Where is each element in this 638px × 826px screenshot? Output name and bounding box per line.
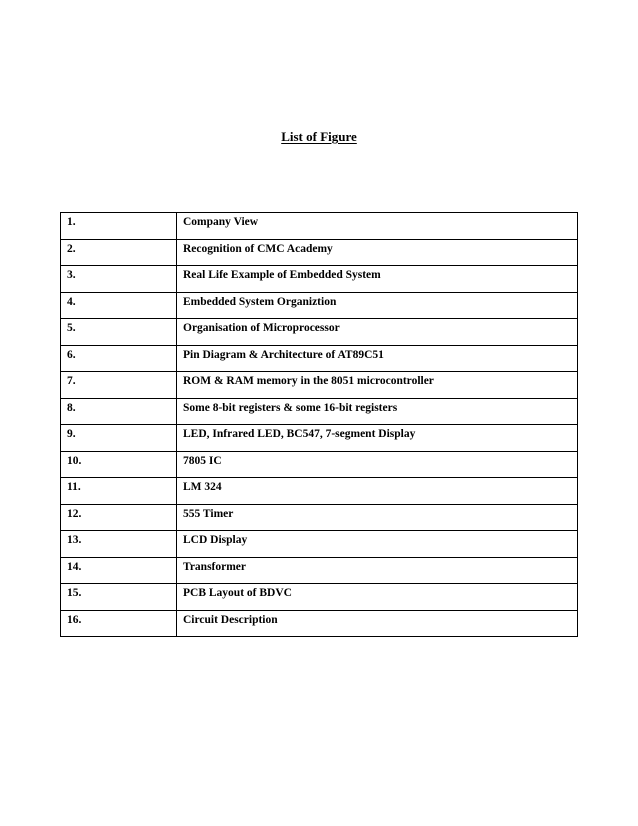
figure-number: 7. — [67, 375, 76, 387]
figure-title-cell — [177, 610, 578, 637]
figure-number-cell — [61, 584, 177, 611]
figure-title: Organisation of Microprocessor — [183, 322, 340, 334]
figure-number-cell — [61, 372, 177, 399]
table-row — [61, 372, 578, 399]
figure-number: 2. — [67, 242, 76, 255]
figure-number: 5. — [67, 322, 76, 334]
figure-number-cell — [61, 345, 177, 372]
figure-number: 13. — [67, 534, 82, 546]
figure-title-cell — [177, 504, 578, 531]
figure-title: PCB Layout of BDVC — [183, 587, 292, 599]
figure-title: ROM & RAM memory in the 8051 microcontroller — [183, 375, 434, 387]
figure-title-cell — [177, 451, 578, 478]
figure-title: LCD Display — [183, 534, 248, 546]
table-row — [61, 451, 578, 478]
figure-title: 7805 IC — [183, 454, 222, 467]
figure-title-cell — [177, 584, 578, 611]
figure-number-cell — [61, 451, 177, 478]
table-row — [61, 345, 578, 372]
figure-title: LED, Infrared LED, BC547, 7-segment Display — [183, 428, 416, 440]
figure-number-cell — [61, 213, 177, 240]
figure-title: Pin Diagram & Architecture of AT89C51 — [183, 348, 384, 361]
figure-number: 3. — [67, 269, 76, 281]
page-title: List of Figure — [281, 129, 357, 144]
figure-number-cell — [61, 292, 177, 319]
figure-title: LM 324 — [183, 481, 222, 493]
figure-title: 555 Timer — [183, 507, 234, 520]
figure-title-cell — [177, 557, 578, 584]
figure-title-cell — [177, 213, 578, 240]
figure-number: 14. — [67, 560, 82, 573]
figure-number: 1. — [67, 216, 76, 228]
figure-title: Real Life Example of Embedded System — [183, 269, 381, 281]
table-row — [61, 213, 578, 240]
figure-number: 16. — [67, 613, 82, 626]
figure-title-cell — [177, 478, 578, 505]
figure-title: Recognition of CMC Academy — [183, 242, 333, 255]
figure-title-cell — [177, 292, 578, 319]
figure-title-cell — [177, 319, 578, 346]
table-row — [61, 425, 578, 452]
figure-title-cell — [177, 266, 578, 293]
figure-number: 15. — [67, 587, 82, 599]
figure-title-cell — [177, 372, 578, 399]
figure-title: Company View — [183, 216, 259, 228]
figure-number-cell — [61, 266, 177, 293]
table-row — [61, 504, 578, 531]
figure-title-cell — [177, 239, 578, 266]
figure-number-cell — [61, 557, 177, 584]
figure-number: 10. — [67, 454, 82, 467]
figure-number: 4. — [67, 295, 76, 308]
figure-number: 12. — [67, 507, 82, 520]
figure-number: 9. — [67, 428, 76, 440]
table-row — [61, 398, 578, 425]
figure-title: Circuit Description — [183, 613, 278, 626]
table-row — [61, 610, 578, 637]
table-row — [61, 478, 578, 505]
figure-title-cell — [177, 398, 578, 425]
figure-number-cell — [61, 319, 177, 346]
figure-number: 11. — [67, 481, 81, 493]
table-row — [61, 266, 578, 293]
figure-title-cell — [177, 425, 578, 452]
figure-list-table — [60, 212, 578, 637]
figure-number-cell — [61, 504, 177, 531]
figure-number: 6. — [67, 348, 76, 361]
figure-title: Transformer — [183, 560, 247, 573]
table-row — [61, 319, 578, 346]
figure-title-cell — [177, 531, 578, 558]
table-row — [61, 557, 578, 584]
figure-number-cell — [61, 239, 177, 266]
table-row — [61, 584, 578, 611]
figure-number-cell — [61, 425, 177, 452]
figure-number: 8. — [67, 401, 76, 414]
table-row — [61, 531, 578, 558]
table-row — [61, 292, 578, 319]
figure-number-cell — [61, 478, 177, 505]
figure-number-cell — [61, 531, 177, 558]
figure-title: Some 8-bit registers & some 16-bit registers — [183, 401, 398, 414]
table-row — [61, 239, 578, 266]
figure-title-cell — [177, 345, 578, 372]
figure-title: Embedded System Organiztion — [183, 295, 337, 308]
figure-number-cell — [61, 610, 177, 637]
figure-number-cell — [61, 398, 177, 425]
